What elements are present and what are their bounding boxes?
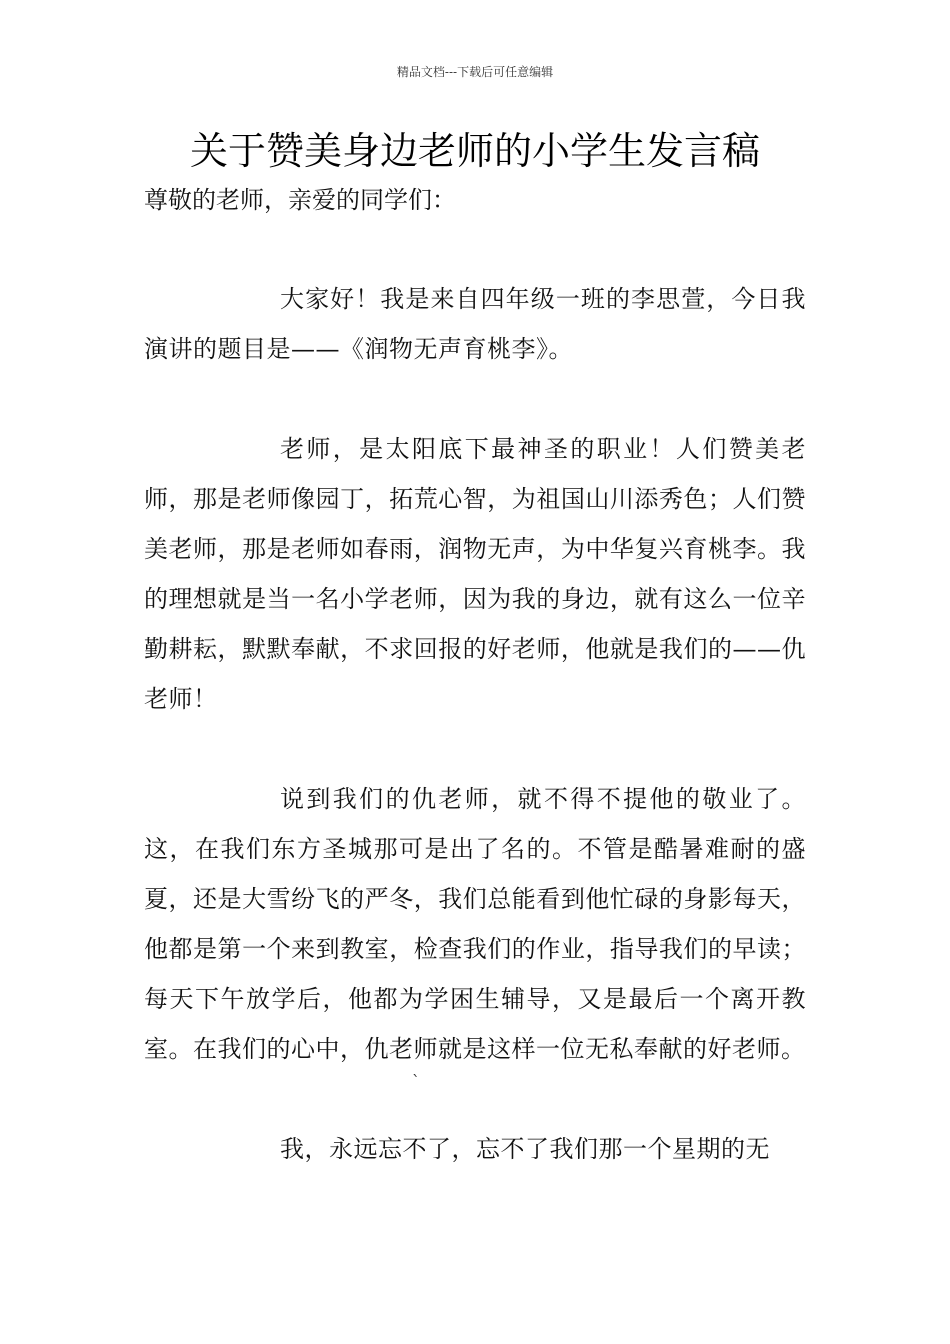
paragraph-teacher-praise: 老师，是太阳底下最神圣的职业！人们赞美老师，那是老师像园丁，拓荒心智，为祖国山川添秀色；人们赞美老师，那是老师如春雨，润物无声，为中华复兴育桃李。我的理想就是当一名小学老师，因为我的身边，就有这么一位辛勤耕耘，默默奉献，不求回报的好老师，他就是我们的——仇老师！ [144,435,806,713]
paragraph-dedication: 说到我们的仇老师，就不得不提他的敬业了。这，在我们东方圣城那可是出了名的。不管是酷暑难耐的盛夏，还是大雪纷飞的严冬，我们总能看到他忙碌的身影每天，他都是第一个来到教室，检查我们的作业，指导我们的早读；每天下午放学后，他都为学困生辅导，又是最后一个离开教室。在我们的心中，仇老师就是这样一位无私奉献的好老师。 [144,785,806,1063]
paragraph-greeting: 大家好！我是来自四年级一班的李思萱，今日我演讲的题目是——《润物无声育桃李》。 [144,285,806,363]
salutation: 尊敬的老师，亲爱的同学们： [144,186,456,214]
stray-mark: ` [412,1072,420,1091]
paragraph-memory: 我，永远忘不了，忘不了我们那一个星期的无 [280,1135,770,1163]
document-body [144,274,806,1224]
running-header: 精品文档---下载后可任意编辑 [396,65,554,79]
document-title: 关于赞美身边老师的小学生发言稿 [189,129,760,173]
